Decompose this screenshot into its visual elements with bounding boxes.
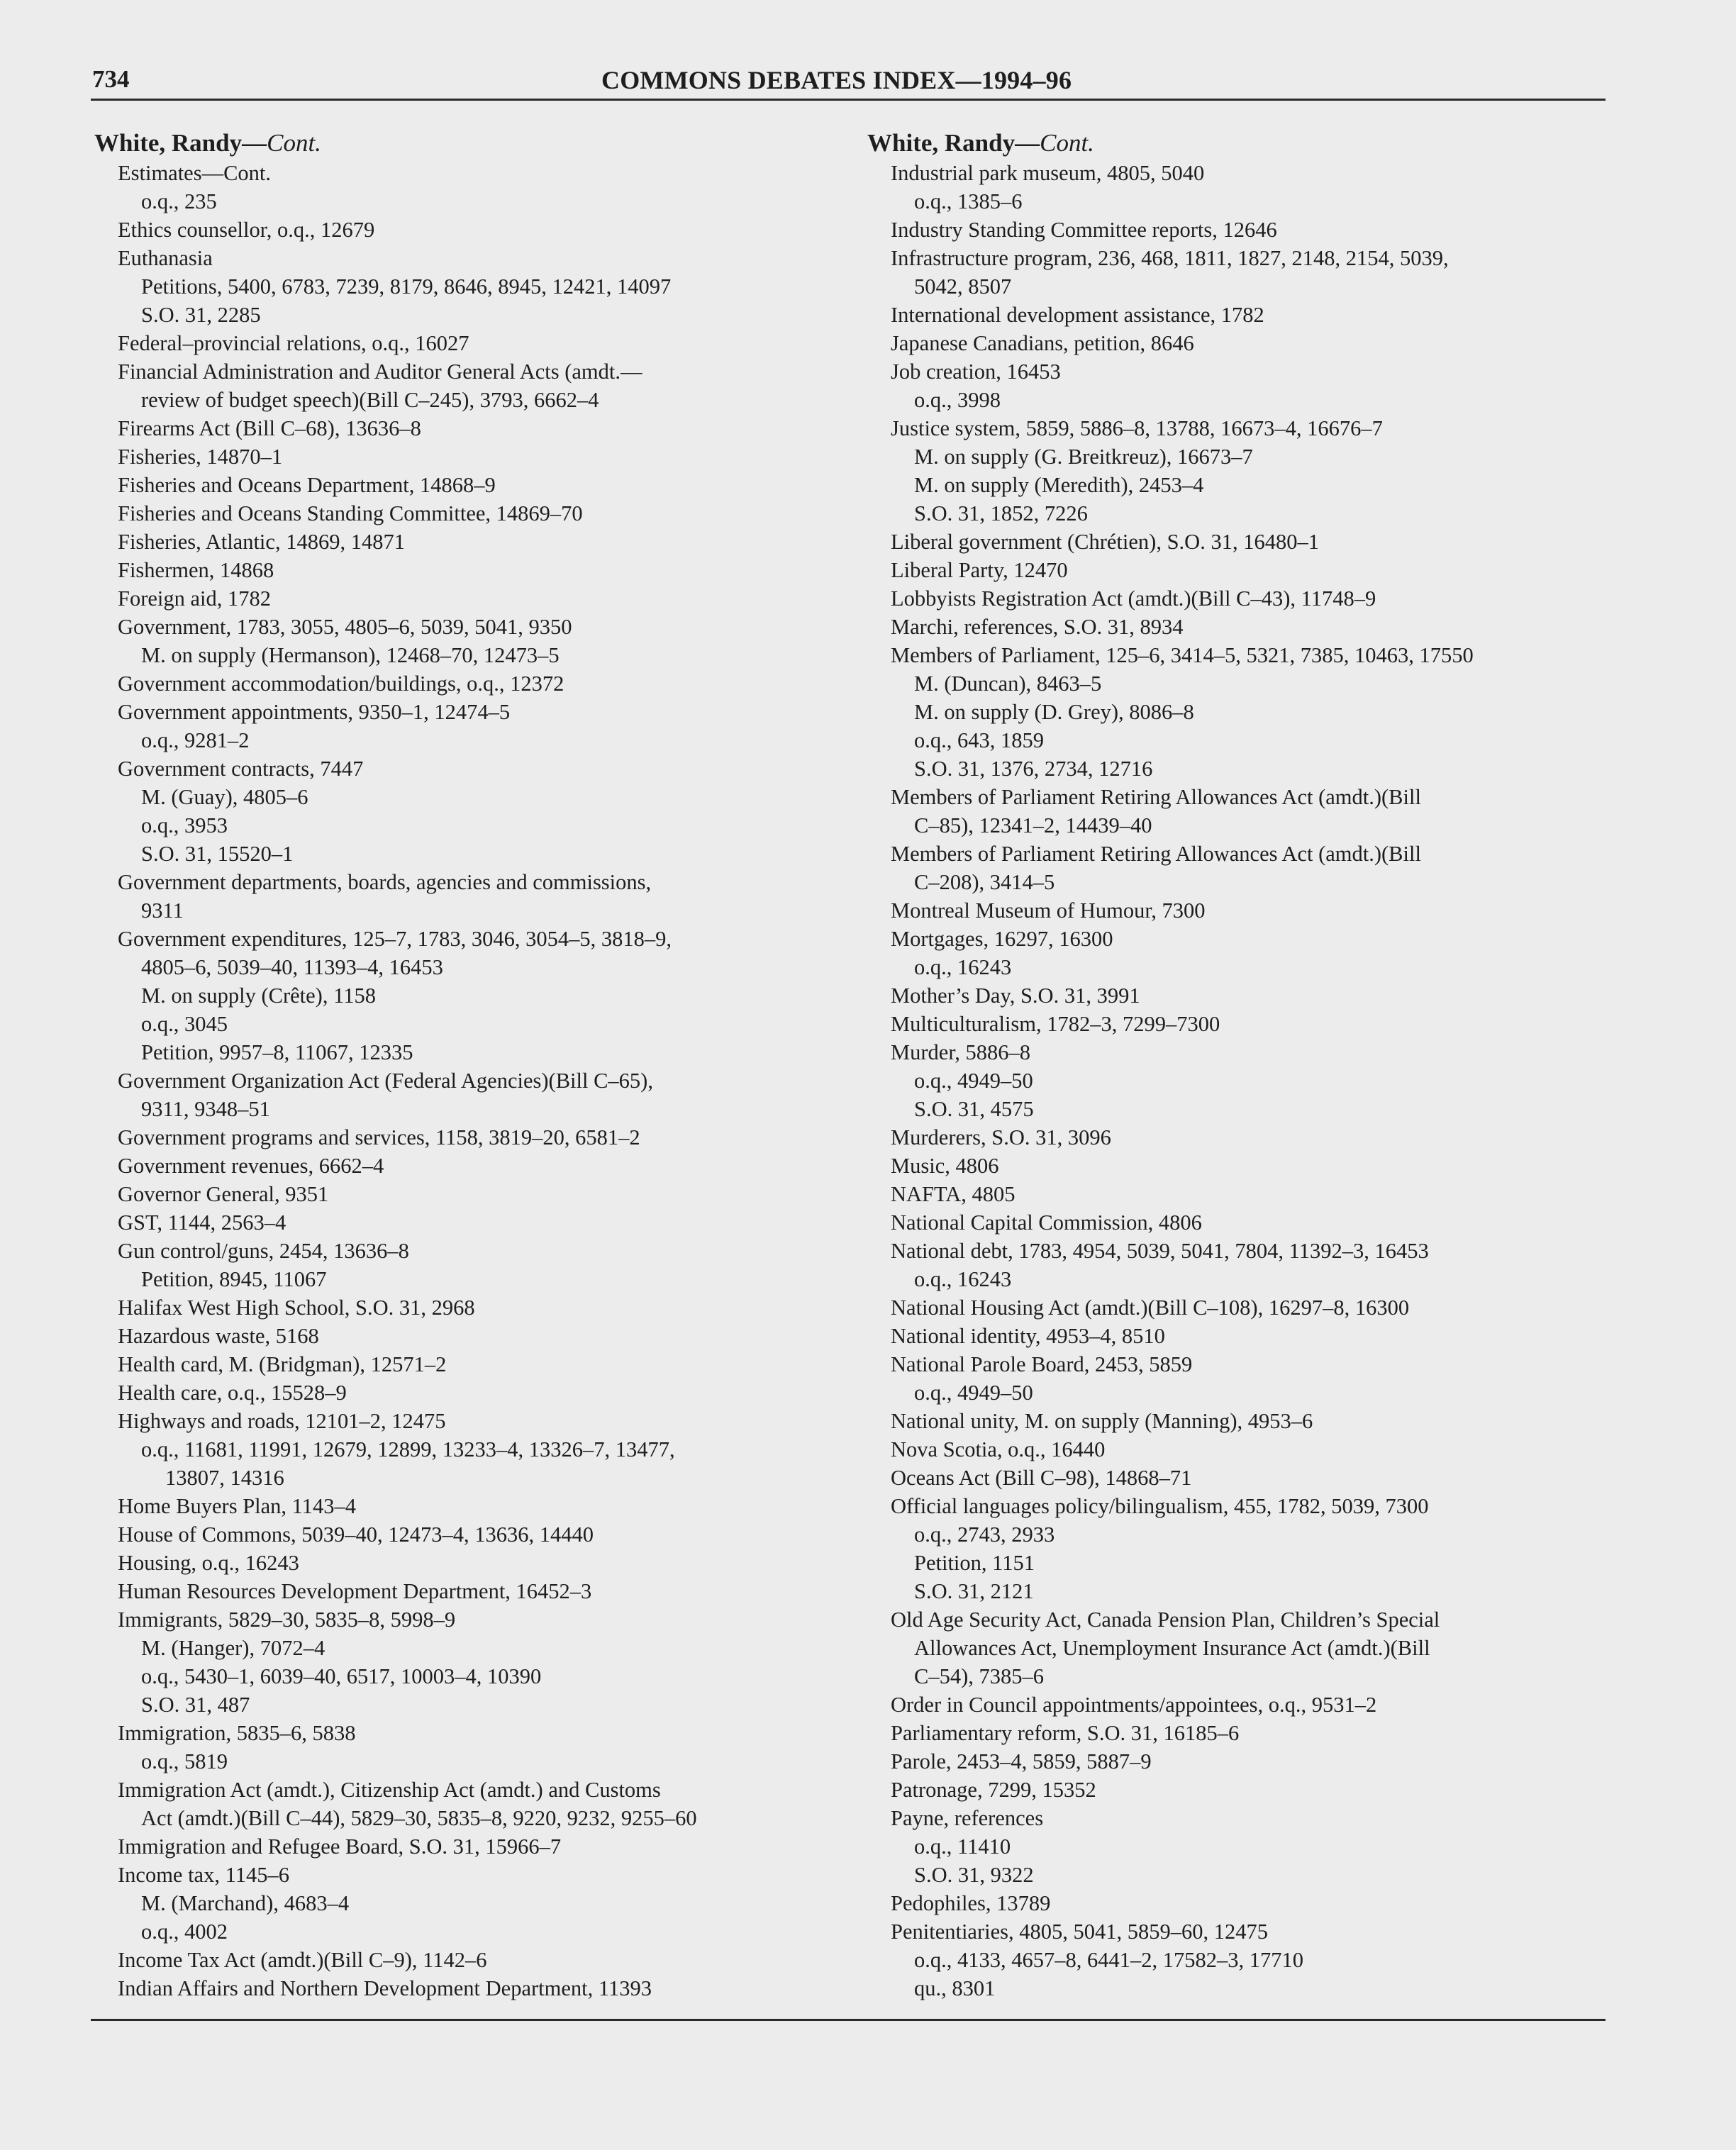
index-entry: National debt, 1783, 4954, 5039, 5041, 7804, 11392–3, 16453 (891, 1239, 1429, 1263)
index-subentry: M. (Guay), 4805–6 (141, 785, 308, 809)
index-entry: Firearms Act (Bill C–68), 13636–8 (118, 416, 421, 440)
index-entry: House of Commons, 5039–40, 12473–4, 13636, 14440 (118, 1522, 594, 1547)
index-entry: Pedophiles, 13789 (891, 1891, 1051, 1915)
index-entry: Patronage, 7299, 15352 (891, 1778, 1096, 1802)
index-subentry: M. (Duncan), 8463–5 (914, 672, 1102, 696)
index-entry: Mortgages, 16297, 16300 (891, 927, 1113, 951)
index-entry: Industry Standing Committee reports, 12646 (891, 218, 1277, 242)
index-entry: Fisheries and Oceans Standing Committee, 14869–70 (118, 501, 583, 525)
index-subentry: C–208), 3414–5 (914, 870, 1055, 894)
index-entry: Infrastructure program, 236, 468, 1811, 1827, 2148, 2154, 5039, (891, 246, 1449, 270)
index-subentry: 9311, 9348–51 (141, 1097, 270, 1121)
index-entry: Fisheries, 14870–1 (118, 445, 283, 469)
index-entry: Lobbyists Registration Act (amdt.)(Bill C–43), 11748–9 (891, 586, 1376, 611)
index-entry: Payne, references (891, 1806, 1044, 1830)
index-entry: Liberal Party, 12470 (891, 558, 1068, 582)
index-entry: Montreal Museum of Humour, 7300 (891, 898, 1206, 923)
index-entry: Murderers, S.O. 31, 3096 (891, 1125, 1111, 1149)
index-entry: National identity, 4953–4, 8510 (891, 1324, 1165, 1348)
index-subentry: o.q., 4133, 4657–8, 6441–2, 17582–3, 17710 (914, 1948, 1303, 1972)
index-subentry: o.q., 2743, 2933 (914, 1522, 1055, 1547)
index-entry: Halifax West High School, S.O. 31, 2968 (118, 1296, 475, 1320)
index-entry: Government programs and services, 1158, 3819–20, 6581–2 (118, 1125, 640, 1149)
index-entry: Government accommodation/buildings, o.q., 12372 (118, 672, 564, 696)
index-entry: NAFTA, 4805 (891, 1182, 1016, 1206)
index-entry: Health card, M. (Bridgman), 12571–2 (118, 1352, 447, 1376)
index-entry: National Parole Board, 2453, 5859 (891, 1352, 1193, 1376)
index-entries (867, 159, 1598, 2003)
index-subentry: C–85), 12341–2, 14439–40 (914, 813, 1152, 837)
index-entry: Fishermen, 14868 (118, 558, 274, 582)
index-subentry: S.O. 31, 2285 (141, 303, 261, 327)
index-subentry: o.q., 643, 1859 (914, 728, 1044, 752)
index-entry: Immigrants, 5829–30, 5835–8, 5998–9 (118, 1608, 456, 1632)
index-subentry: M. on supply (Meredith), 2453–4 (914, 473, 1204, 497)
index-entry: Government, 1783, 3055, 4805–6, 5039, 5041, 9350 (118, 615, 572, 639)
index-subentry: qu., 8301 (914, 1976, 996, 2000)
index-entries (94, 159, 803, 2003)
index-entry: Highways and roads, 12101–2, 12475 (118, 1409, 446, 1433)
index-subentry: o.q., 3998 (914, 388, 1001, 412)
index-entry: Human Resources Development Department, 16452–3 (118, 1579, 592, 1603)
index-subentry: o.q., 5430–1, 6039–40, 6517, 10003–4, 10390 (141, 1664, 542, 1688)
index-entry: GST, 1144, 2563–4 (118, 1210, 286, 1235)
column-heading (94, 128, 803, 159)
index-subentry: S.O. 31, 9322 (914, 1863, 1034, 1887)
index-subentry: o.q., 4949–50 (914, 1381, 1033, 1405)
index-subentry: o.q., 11681, 11991, 12679, 12899, 13233–4, 13326–7, 13477, (141, 1437, 675, 1461)
index-entry: Fisheries and Oceans Department, 14868–9 (118, 473, 496, 497)
index-subentry: o.q., 5819 (141, 1749, 228, 1773)
index-entry: Members of Parliament Retiring Allowances Act (amdt.)(Bill (891, 785, 1421, 809)
index-subentry: Act (amdt.)(Bill C–44), 5829–30, 5835–8, 9220, 9232, 9255–60 (141, 1806, 697, 1830)
index-subentry: o.q., 16243 (914, 955, 1012, 979)
index-subentry: o.q., 9281–2 (141, 728, 250, 752)
index-subentry: o.q., 1385–6 (914, 189, 1023, 213)
index-entry: Euthanasia (118, 246, 213, 270)
index-entry: Members of Parliament Retiring Allowances Act (amdt.)(Bill (891, 842, 1421, 866)
index-subentry: o.q., 3953 (141, 813, 228, 837)
index-entry: Government expenditures, 125–7, 1783, 3046, 3054–5, 3818–9, (118, 927, 672, 951)
index-subentry: Petition, 1151 (914, 1551, 1035, 1575)
index-entry: National unity, M. on supply (Manning), 4953–6 (891, 1409, 1313, 1433)
index-subentry: o.q., 16243 (914, 1267, 1012, 1291)
index-subentry: M. on supply (Hermanson), 12468–70, 12473–5 (141, 643, 560, 667)
index-entry: National Housing Act (amdt.)(Bill C–108), 16297–8, 16300 (891, 1296, 1410, 1320)
index-entry: Hazardous waste, 5168 (118, 1324, 319, 1348)
index-entry: Parliamentary reform, S.O. 31, 16185–6 (891, 1721, 1240, 1745)
right-column (867, 128, 1598, 2003)
index-entry: Nova Scotia, o.q., 16440 (891, 1437, 1106, 1461)
index-entry: Indian Affairs and Northern Development Department, 11393 (118, 1976, 652, 2000)
index-subentry: o.q., 11410 (914, 1834, 1011, 1859)
index-entry: Government revenues, 6662–4 (118, 1154, 384, 1178)
index-subentry: M. (Hanger), 7072–4 (141, 1636, 326, 1660)
index-subentry: Petitions, 5400, 6783, 7239, 8179, 8646, 8945, 12421, 14097 (141, 274, 672, 299)
index-entry: Immigration and Refugee Board, S.O. 31, 15966–7 (118, 1834, 562, 1859)
index-entry: Oceans Act (Bill C–98), 14868–71 (891, 1466, 1192, 1490)
index-subentry: S.O. 31, 1376, 2734, 12716 (914, 757, 1153, 781)
index-entry: Health care, o.q., 15528–9 (118, 1381, 347, 1405)
index-subentry: S.O. 31, 2121 (914, 1579, 1034, 1603)
index-entry: Japanese Canadians, petition, 8646 (891, 331, 1194, 355)
index-entry: Fisheries, Atlantic, 14869, 14871 (118, 530, 405, 554)
index-entry: Foreign aid, 1782 (118, 586, 272, 611)
index-subentry: o.q., 4949–50 (914, 1069, 1033, 1093)
index-entry: Gun control/guns, 2454, 13636–8 (118, 1239, 409, 1263)
page-number: 734 (92, 65, 130, 93)
index-entry: Ethics counsellor, o.q., 12679 (118, 218, 375, 242)
footer-rule (91, 2019, 1606, 2021)
index-subentry: Allowances Act, Unemployment Insurance Act (amdt.)(Bill (914, 1636, 1430, 1660)
index-entry: Order in Council appointments/appointees, o.q., 9531–2 (891, 1693, 1377, 1717)
index-entry: Estimates—Cont. (118, 161, 272, 185)
index-subentry: 9311 (141, 898, 184, 923)
index-entry: Home Buyers Plan, 1143–4 (118, 1494, 357, 1518)
index-entry: Liberal government (Chrétien), S.O. 31, 16480–1 (891, 530, 1319, 554)
index-subentry: S.O. 31, 487 (141, 1693, 250, 1717)
index-subentry: M. on supply (Crête), 1158 (141, 984, 376, 1008)
index-entry: Government departments, boards, agencies and commissions, (118, 870, 652, 894)
header-rule (91, 99, 1606, 101)
heading-cont: Cont. (1040, 129, 1094, 157)
running-title: COMMONS DEBATES INDEX—1994–96 (601, 66, 1072, 94)
index-entry: Murder, 5886–8 (891, 1040, 1030, 1064)
index-entry: National Capital Commission, 4806 (891, 1210, 1202, 1235)
index-entry: Government Organization Act (Federal Agencies)(Bill C–65), (118, 1069, 653, 1093)
index-subentry: o.q., 235 (141, 189, 217, 213)
index-entry: Income tax, 1145–6 (118, 1863, 289, 1887)
index-entry: Governor General, 9351 (118, 1182, 329, 1206)
index-entry: Parole, 2453–4, 5859, 5887–9 (891, 1749, 1152, 1773)
index-entry: Immigration, 5835–6, 5838 (118, 1721, 356, 1745)
index-entry: Members of Parliament, 125–6, 3414–5, 5321, 7385, 10463, 17550 (891, 643, 1474, 667)
index-subentry: o.q., 4002 (141, 1920, 228, 1944)
index-entry: Industrial park museum, 4805, 5040 (891, 161, 1205, 185)
index-entry: Old Age Security Act, Canada Pension Plan, Children’s Special (891, 1608, 1440, 1632)
index-entry: Music, 4806 (891, 1154, 999, 1178)
index-subentry: 4805–6, 5039–40, 11393–4, 16453 (141, 955, 443, 979)
index-entry: Housing, o.q., 16243 (118, 1551, 299, 1575)
index-entry: Official languages policy/bilingualism, 455, 1782, 5039, 7300 (891, 1494, 1429, 1518)
index-subentry: 13807, 14316 (165, 1466, 284, 1490)
index-subentry: C–54), 7385–6 (914, 1664, 1044, 1688)
index-entry: Federal–provincial relations, o.q., 16027 (118, 331, 469, 355)
index-entry: Multiculturalism, 1782–3, 7299–7300 (891, 1012, 1220, 1036)
index-entry: Financial Administration and Auditor General Acts (amdt.— (118, 360, 642, 384)
left-column (94, 128, 803, 2003)
index-entry: Job creation, 16453 (891, 360, 1061, 384)
index-entry: Government appointments, 9350–1, 12474–5 (118, 700, 511, 724)
index-subentry: M. on supply (G. Breitkreuz), 16673–7 (914, 445, 1253, 469)
index-entry: Justice system, 5859, 5886–8, 13788, 16673–4, 16676–7 (891, 416, 1383, 440)
heading-name: White, Randy— (867, 129, 1040, 157)
index-entry: Income Tax Act (amdt.)(Bill C–9), 1142–6 (118, 1948, 487, 1972)
index-subentry: M. on supply (D. Grey), 8086–8 (914, 700, 1194, 724)
index-subentry: Petition, 8945, 11067 (141, 1267, 327, 1291)
heading-cont: Cont. (267, 129, 321, 157)
index-entry: Immigration Act (amdt.), Citizenship Act (amdt.) and Customs (118, 1778, 661, 1802)
index-subentry: Petition, 9957–8, 11067, 12335 (141, 1040, 413, 1064)
index-entry: Marchi, references, S.O. 31, 8934 (891, 615, 1184, 639)
index-entry: International development assistance, 1782 (891, 303, 1264, 327)
index-entry: Mother’s Day, S.O. 31, 3991 (891, 984, 1140, 1008)
index-subentry: S.O. 31, 15520–1 (141, 842, 294, 866)
index-entry: Government contracts, 7447 (118, 757, 364, 781)
index-subentry: M. (Marchand), 4683–4 (141, 1891, 350, 1915)
column-heading (867, 128, 1598, 159)
heading-name: White, Randy— (94, 129, 267, 157)
index-subentry: 5042, 8507 (914, 274, 1012, 299)
index-subentry: review of budget speech)(Bill C–245), 3793, 6662–4 (141, 388, 599, 412)
index-subentry: S.O. 31, 1852, 7226 (914, 501, 1088, 525)
index-entry: Penitentiaries, 4805, 5041, 5859–60, 12475 (891, 1920, 1269, 1944)
index-subentry: S.O. 31, 4575 (914, 1097, 1034, 1121)
index-subentry: o.q., 3045 (141, 1012, 228, 1036)
